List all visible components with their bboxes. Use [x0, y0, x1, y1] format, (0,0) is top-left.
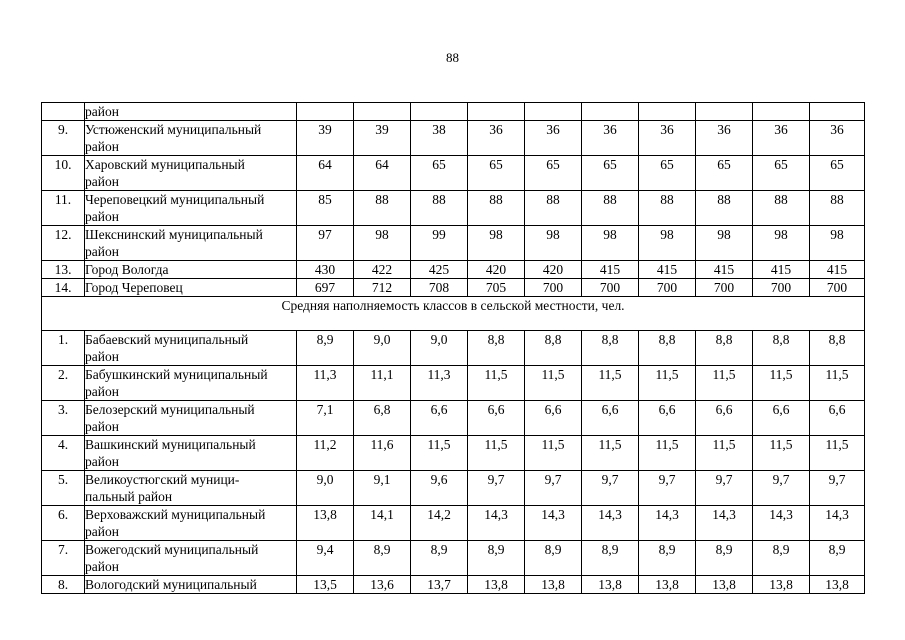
value-cell: 36: [696, 121, 753, 156]
value-cell: 6,6: [639, 401, 696, 436]
value-cell: 11,5: [468, 436, 525, 471]
value-cell: 9,6: [411, 471, 468, 506]
value-cell: 8,9: [639, 541, 696, 576]
value-cell: 415: [696, 261, 753, 279]
value-cell: 9,0: [411, 331, 468, 366]
row-number: 13.: [42, 261, 85, 279]
district-name-line: Белозерский муниципальный: [85, 402, 255, 417]
value-cell: 6,6: [468, 401, 525, 436]
row-number: 12.: [42, 226, 85, 261]
value-cell: 9,7: [696, 471, 753, 506]
value-cell: 65: [753, 156, 810, 191]
value-cell: 36: [639, 121, 696, 156]
value-cell: 11,5: [582, 366, 639, 401]
value-cell: 36: [525, 121, 582, 156]
value-cell: 11,3: [297, 366, 354, 401]
value-cell: 11,6: [354, 436, 411, 471]
value-cell: 9,1: [354, 471, 411, 506]
value-cell: 11,5: [582, 436, 639, 471]
value-cell: 88: [354, 191, 411, 226]
value-cell: 65: [810, 156, 865, 191]
table-row: [42, 541, 865, 576]
district-name-line: район: [85, 559, 119, 574]
value-cell: 8,8: [810, 331, 865, 366]
district-name: [85, 156, 297, 191]
table-row: [42, 261, 865, 279]
row-number: 14.: [42, 279, 85, 297]
value-cell: 9,7: [639, 471, 696, 506]
district-name-line: район: [85, 384, 119, 399]
value-cell: 39: [297, 121, 354, 156]
value-cell: 11,1: [354, 366, 411, 401]
value-cell: 700: [696, 279, 753, 297]
value-cell: 38: [411, 121, 468, 156]
value-cell: 65: [411, 156, 468, 191]
value-cell: 11,5: [696, 436, 753, 471]
value-cell: 97: [297, 226, 354, 261]
value-cell: 11,5: [753, 366, 810, 401]
value-cell: 9,7: [525, 471, 582, 506]
value-cell: 14,3: [810, 506, 865, 541]
value-cell: 88: [468, 191, 525, 226]
district-name: [85, 191, 297, 226]
value-cell: 88: [639, 191, 696, 226]
value-cell: [639, 103, 696, 121]
value-cell: 65: [582, 156, 639, 191]
table-row: [42, 279, 865, 297]
value-cell: 8,9: [525, 541, 582, 576]
value-cell: 415: [582, 261, 639, 279]
value-cell: 39: [354, 121, 411, 156]
section-title: Средняя наполняемость классов в сельской местности, чел.: [42, 297, 865, 331]
table-row: [42, 366, 865, 401]
value-cell: 6,8: [354, 401, 411, 436]
district-name: [85, 279, 297, 297]
value-cell: 6,6: [411, 401, 468, 436]
value-cell: 14,3: [582, 506, 639, 541]
value-cell: [753, 103, 810, 121]
value-cell: 13,8: [753, 576, 810, 594]
value-cell: 9,7: [468, 471, 525, 506]
value-cell: 8,9: [696, 541, 753, 576]
value-cell: 700: [639, 279, 696, 297]
value-cell: 11,5: [411, 436, 468, 471]
value-cell: 14,2: [411, 506, 468, 541]
value-cell: 9,0: [354, 331, 411, 366]
district-name-line: район: [85, 524, 119, 539]
value-cell: 88: [411, 191, 468, 226]
value-cell: 14,3: [468, 506, 525, 541]
value-cell: [297, 103, 354, 121]
value-cell: 6,6: [810, 401, 865, 436]
value-cell: 425: [411, 261, 468, 279]
district-name-line: Город Вологда: [85, 262, 169, 277]
value-cell: 13,8: [582, 576, 639, 594]
value-cell: 98: [354, 226, 411, 261]
value-cell: 422: [354, 261, 411, 279]
value-cell: 11,2: [297, 436, 354, 471]
value-cell: [696, 103, 753, 121]
district-name-line: Великоустюгский муници-: [85, 472, 240, 487]
row-number: 4.: [42, 436, 85, 471]
table-row: [42, 436, 865, 471]
value-cell: 8,9: [354, 541, 411, 576]
value-cell: 11,5: [810, 366, 865, 401]
value-cell: 65: [525, 156, 582, 191]
value-cell: 36: [753, 121, 810, 156]
value-cell: 6,6: [582, 401, 639, 436]
value-cell: 99: [411, 226, 468, 261]
table-row: [42, 576, 865, 594]
table-row: [42, 331, 865, 366]
table-row: [42, 156, 865, 191]
value-cell: 8,9: [753, 541, 810, 576]
value-cell: 11,5: [810, 436, 865, 471]
value-cell: 88: [753, 191, 810, 226]
district-name: [85, 541, 297, 576]
value-cell: [468, 103, 525, 121]
row-number: 11.: [42, 191, 85, 226]
district-name-line: район: [85, 139, 119, 154]
value-cell: 415: [639, 261, 696, 279]
value-cell: 98: [582, 226, 639, 261]
district-name-line: район: [85, 454, 119, 469]
value-cell: 64: [297, 156, 354, 191]
statistics-table: [41, 102, 865, 594]
value-cell: 11,5: [525, 436, 582, 471]
value-cell: 9,7: [753, 471, 810, 506]
district-name-line: Вашкинский муниципальный: [85, 437, 256, 452]
value-cell: 98: [753, 226, 810, 261]
table-row: [42, 121, 865, 156]
district-name-line: Шекснинский муниципальный: [85, 227, 263, 242]
row-number: 2.: [42, 366, 85, 401]
value-cell: 13,8: [525, 576, 582, 594]
row-number: 9.: [42, 121, 85, 156]
value-cell: [582, 103, 639, 121]
table-row: [42, 506, 865, 541]
value-cell: 13,8: [639, 576, 696, 594]
district-name-line: Вологодский муниципальный: [85, 577, 257, 592]
district-name-line: район: [85, 244, 119, 259]
value-cell: 13,8: [696, 576, 753, 594]
district-name-line: Череповецкий муниципальный: [85, 192, 265, 207]
row-number: [42, 103, 85, 121]
district-name-line: Харовский муниципальный: [85, 157, 245, 172]
value-cell: 9,0: [297, 471, 354, 506]
value-cell: 705: [468, 279, 525, 297]
district-name: [85, 471, 297, 506]
value-cell: 14,3: [753, 506, 810, 541]
table-body: [42, 103, 865, 594]
value-cell: 700: [525, 279, 582, 297]
value-cell: 9,7: [582, 471, 639, 506]
value-cell: 65: [696, 156, 753, 191]
row-number: 6.: [42, 506, 85, 541]
value-cell: 420: [525, 261, 582, 279]
district-name: [85, 366, 297, 401]
value-cell: 700: [582, 279, 639, 297]
value-cell: 14,3: [639, 506, 696, 541]
district-name-line: Город Череповец: [85, 280, 183, 295]
value-cell: 85: [297, 191, 354, 226]
value-cell: 8,9: [582, 541, 639, 576]
table-row: [42, 191, 865, 226]
value-cell: 11,5: [696, 366, 753, 401]
value-cell: 11,5: [468, 366, 525, 401]
row-number: 5.: [42, 471, 85, 506]
table-row: [42, 471, 865, 506]
row-number: 7.: [42, 541, 85, 576]
district-name: [85, 506, 297, 541]
row-number: 1.: [42, 331, 85, 366]
district-name-line: район: [85, 349, 119, 364]
value-cell: 13,8: [468, 576, 525, 594]
district-name: [85, 436, 297, 471]
district-name-line: Бабушкинский муниципальный: [85, 367, 268, 382]
value-cell: 9,7: [810, 471, 865, 506]
value-cell: 9,4: [297, 541, 354, 576]
row-number: 3.: [42, 401, 85, 436]
row-number: 8.: [42, 576, 85, 594]
value-cell: 88: [525, 191, 582, 226]
value-cell: 13,7: [411, 576, 468, 594]
value-cell: 88: [810, 191, 865, 226]
value-cell: 700: [753, 279, 810, 297]
value-cell: 13,8: [810, 576, 865, 594]
value-cell: 14,3: [525, 506, 582, 541]
value-cell: 6,6: [753, 401, 810, 436]
value-cell: 8,8: [525, 331, 582, 366]
value-cell: 13,6: [354, 576, 411, 594]
district-name: [85, 103, 297, 121]
value-cell: 14,1: [354, 506, 411, 541]
value-cell: 98: [810, 226, 865, 261]
district-name: [85, 331, 297, 366]
value-cell: 8,8: [582, 331, 639, 366]
district-name-line: район: [85, 104, 119, 119]
district-name-line: Бабаевский муниципальный: [85, 332, 249, 347]
value-cell: 88: [696, 191, 753, 226]
district-name-line: район: [85, 209, 119, 224]
district-name-line: район: [85, 419, 119, 434]
value-cell: 11,5: [639, 366, 696, 401]
value-cell: 8,9: [468, 541, 525, 576]
value-cell: 420: [468, 261, 525, 279]
section-row: [42, 297, 865, 331]
value-cell: 88: [582, 191, 639, 226]
value-cell: 98: [525, 226, 582, 261]
value-cell: [525, 103, 582, 121]
value-cell: 65: [639, 156, 696, 191]
value-cell: 697: [297, 279, 354, 297]
value-cell: 8,8: [696, 331, 753, 366]
value-cell: 6,6: [696, 401, 753, 436]
value-cell: 6,6: [525, 401, 582, 436]
value-cell: 98: [696, 226, 753, 261]
value-cell: 64: [354, 156, 411, 191]
value-cell: 11,3: [411, 366, 468, 401]
value-cell: 708: [411, 279, 468, 297]
value-cell: 8,8: [639, 331, 696, 366]
value-cell: 700: [810, 279, 865, 297]
value-cell: [810, 103, 865, 121]
value-cell: 36: [582, 121, 639, 156]
value-cell: 415: [753, 261, 810, 279]
value-cell: 11,5: [753, 436, 810, 471]
value-cell: 8,9: [297, 331, 354, 366]
value-cell: 11,5: [639, 436, 696, 471]
district-name: [85, 226, 297, 261]
district-name: [85, 576, 297, 594]
district-name-line: пальный район: [85, 489, 173, 504]
value-cell: 8,8: [753, 331, 810, 366]
table-row: [42, 401, 865, 436]
value-cell: 11,5: [525, 366, 582, 401]
value-cell: 65: [468, 156, 525, 191]
district-name-line: Верховажский муниципальный: [85, 507, 266, 522]
value-cell: 8,9: [411, 541, 468, 576]
district-name: [85, 121, 297, 156]
value-cell: 8,9: [810, 541, 865, 576]
value-cell: 8,8: [468, 331, 525, 366]
value-cell: 415: [810, 261, 865, 279]
value-cell: 7,1: [297, 401, 354, 436]
value-cell: 36: [810, 121, 865, 156]
value-cell: [411, 103, 468, 121]
value-cell: 13,5: [297, 576, 354, 594]
district-name-line: Вожегодский муниципальный: [85, 542, 259, 557]
value-cell: 712: [354, 279, 411, 297]
value-cell: 430: [297, 261, 354, 279]
table-row: [42, 226, 865, 261]
district-name-line: Устюженский муниципальный: [85, 122, 262, 137]
district-name: [85, 261, 297, 279]
value-cell: [354, 103, 411, 121]
value-cell: 98: [639, 226, 696, 261]
value-cell: 98: [468, 226, 525, 261]
value-cell: 36: [468, 121, 525, 156]
page-number: 88: [446, 50, 459, 65]
row-number: 10.: [42, 156, 85, 191]
district-name-line: район: [85, 174, 119, 189]
district-name: [85, 401, 297, 436]
table-row: [42, 103, 865, 121]
value-cell: 14,3: [696, 506, 753, 541]
value-cell: 13,8: [297, 506, 354, 541]
